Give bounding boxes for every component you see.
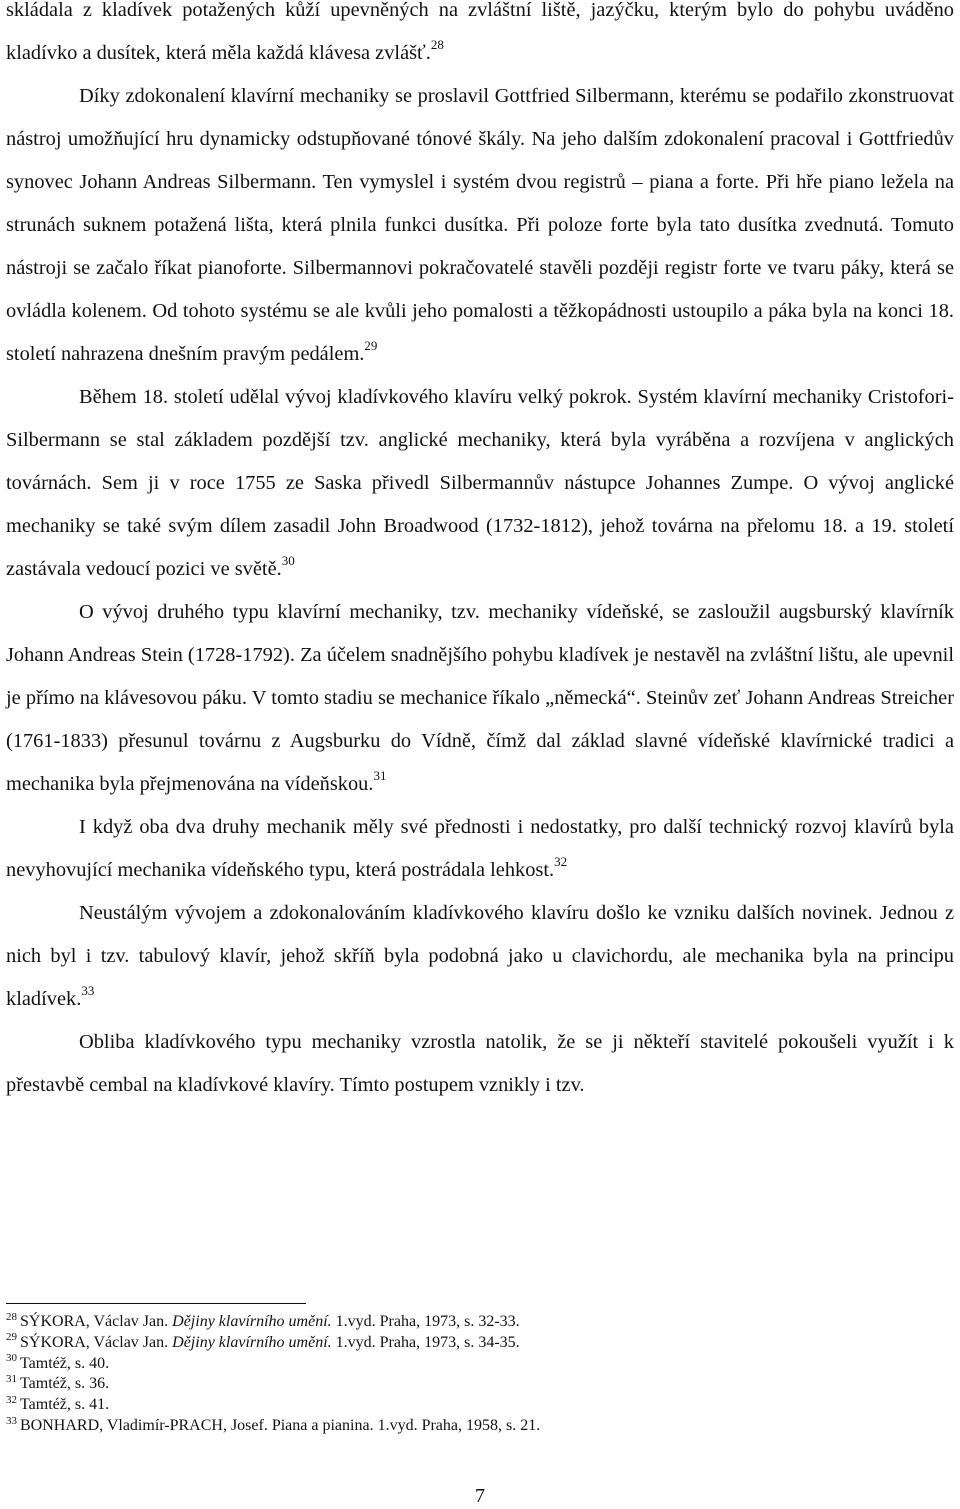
footnote-text: Tamtéž, s. 36. <box>20 1375 110 1393</box>
footnote-text: SÝKORA, Václav Jan. <box>20 1333 173 1351</box>
footnote-book-title: Dějiny klavírního umění. <box>172 1313 332 1330</box>
footnote-text: 1.vyd. Praha, 1973, s. 34-35. <box>331 1333 520 1351</box>
paragraph-text: Během 18. století udělal vývoj kladívkového klavíru velký pokrok. Systém klavírní mechaniky Cristofori-Silbermann se stal základem pozdější tzv. anglické mechaniky, která byla vyráběna a rozvíjena v anglických továrnách. Sem ji v roce 1755 ze Saska přivedl Silbermannův nástupce Johannes Zumpe. O vývoj anglické mechaniky se také svým dílem zasadil John Broadwood (1732-1812), jehož továrna na přelomu 18. a 19. století zastávala vedoucí pozici ve světě. <box>6 386 954 580</box>
document-page <box>6 0 954 1107</box>
paragraph-1 <box>6 0 954 75</box>
footnote-number: 29 <box>6 1331 17 1344</box>
footnote-number: 32 <box>6 1393 17 1406</box>
footnote-ref-31[interactable]: 31 <box>373 768 387 784</box>
page-number: 7 <box>475 1485 485 1507</box>
footnote-book-title: Dějiny klavírního umění. <box>172 1333 332 1351</box>
paragraph-7 <box>6 1021 954 1107</box>
paragraph-3 <box>6 376 954 591</box>
footnote-33 <box>6 1416 954 1437</box>
paragraph-5 <box>6 806 954 892</box>
footnote-number: 30 <box>6 1352 17 1365</box>
footnote-ref-29[interactable]: 29 <box>364 338 378 354</box>
paragraph-text: Neustálým vývojem a zdokonalováním kladívkového klavíru došlo ke vzniku dalších novinek. Jednou z nich byl i tzv. tabulový klavír, jehož skříň byla podobná jako u clavichordu, ale mechanika byla na principu kladívek. <box>6 902 954 1010</box>
paragraph-text: O vývoj druhého typu klavírní mechaniky, tzv. mechaniky vídeňské, se zasloužil augsburský klavírník Johann Andreas Stein (1728-1792). Za účelem snadnějšího pohybu kladívek je nestavěl na zvláštní lištu, ale upevnil je přímo na klávesovou páku. V tomto stadiu se mechanice říkalo „německá“. Steinův zeť Johann Andreas Streicher (1761-1833) přesunul továrnu z Augsburku do Vídně, čímž dal základ slavné vídeňské klavírnické tradici a mechanika byla přejmenována na vídeňskou. <box>6 601 954 795</box>
footnote-text: Tamtéž, s. 40. <box>20 1354 110 1372</box>
footnote-31 <box>6 1374 954 1395</box>
footnote-28 <box>6 1312 954 1333</box>
footnote-text: SÝKORA, Václav Jan. <box>20 1313 173 1330</box>
footnote-29 <box>6 1333 954 1354</box>
footnote-32 <box>6 1395 954 1416</box>
paragraph-2 <box>6 75 954 376</box>
footnotes-section <box>6 1303 954 1437</box>
footnote-text: 1.vyd. Praha, 1973, s. 32-33. <box>331 1313 520 1330</box>
paragraph-4 <box>6 591 954 806</box>
footnote-ref-30[interactable]: 30 <box>281 553 295 569</box>
footnote-text: BONHARD, Vladimír-PRACH, Josef. Piana a pianina. 1.vyd. Praha, 1958, s. 21. <box>20 1416 541 1434</box>
footnote-separator <box>6 1303 306 1304</box>
footnote-ref-32[interactable]: 32 <box>554 854 568 870</box>
paragraph-text: Díky zdokonalení klavírní mechaniky se proslavil Gottfried Silbermann, kterému se podařilo zkonstruovat nástroj umožňující hru dynamicky odstupňované tónové škály. Na jeho dalším zdokonalení pracoval i Gottfriedův synovec Johann Andreas Silbermann. Ten vymyslel i systém dvou registrů – piana a forte. Při hře piano ležela na strunách suknem potažená lišta, která plnila funkci dusítka. Při poloze forte byla tato dusítka zvednutá. Tomuto nástroji se začalo říkat pianoforte. Silbermannovi pokračovatelé stavěli později registr forte ve tvaru páky, která se ovládla kolenem. Od tohoto systému se ale kvůli jeho pomalosti a těžkopádnosti ustoupilo a páka byla na konci 18. století nahrazena dnešním pravým pedálem. <box>6 85 954 365</box>
footnote-30 <box>6 1354 954 1375</box>
paragraph-6 <box>6 892 954 1021</box>
footnote-number: 28 <box>6 1310 17 1323</box>
footnote-number: 31 <box>6 1373 17 1386</box>
paragraph-text: I když oba dva druhy mechanik měly své přednosti i nedostatky, pro další technický rozvoj klavírů byla nevyhovující mechanika vídeňského typu, která postrádala lehkost. <box>6 816 954 881</box>
footnote-ref-33[interactable]: 33 <box>81 983 95 999</box>
footnote-text: Tamtéž, s. 41. <box>20 1396 110 1414</box>
paragraph-text: Obliba kladívkového typu mechaniky vzrostla natolik, že se ji někteří stavitelé pokoušeli využít i k přestavbě cembal na kladívkové klavíry. Tímto postupem vznikly i tzv. <box>6 1031 954 1096</box>
footnote-number: 33 <box>6 1414 17 1427</box>
paragraph-text: skládala z kladívek potažených kůží upevněných na zvláštní liště, jazýčku, kterým bylo do pohybu uváděno kladívko a dusítek, která měla každá klávesa zvlášť. <box>6 0 954 64</box>
footnote-ref-28[interactable]: 28 <box>430 37 444 53</box>
